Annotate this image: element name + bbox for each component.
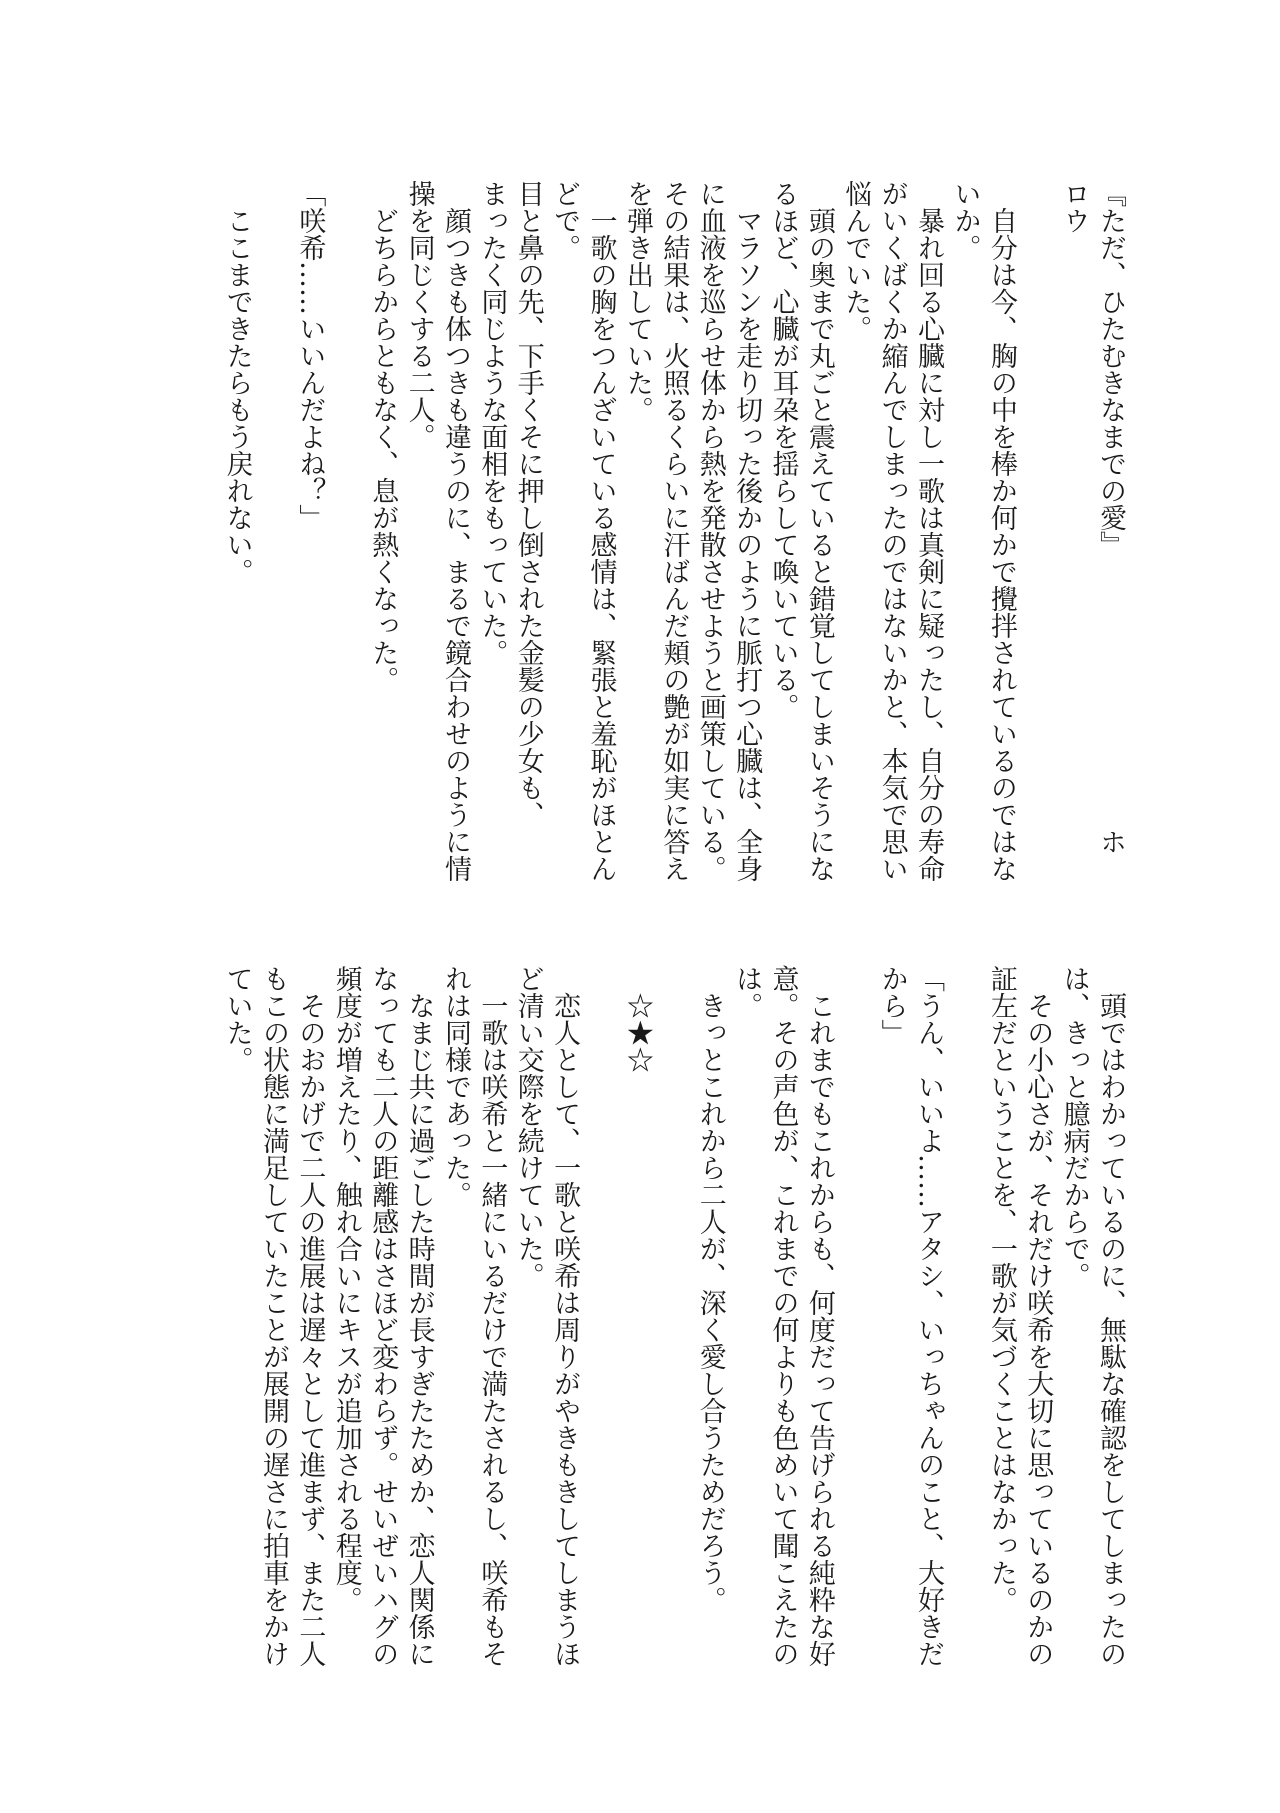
- text-line: 悩んでいた。: [840, 180, 872, 342]
- author-name-end: ロウ: [1058, 180, 1090, 234]
- text-line: ど清い交際を続けていた。: [512, 965, 544, 1289]
- text-line: に血液を巡らせ体から熱を発散させようと画策している。: [694, 180, 726, 882]
- blank-line: [1019, 180, 1055, 855]
- author-name-start: ホ: [1095, 828, 1126, 855]
- text-line: がいくばくか縮んでしまったのではないかと、本気で思い: [876, 180, 908, 882]
- text-line: ここまできたらもう戻れない。: [221, 180, 253, 585]
- blank-line: [327, 180, 363, 855]
- text-line: 一歌の胸をつんざいている感情は、緊張と羞恥がほとん: [585, 180, 617, 882]
- text-line: を弾き出していた。: [621, 180, 653, 423]
- story-title: 『ただ、ひたむきなまでの愛』: [1095, 180, 1126, 558]
- text-line: マラソンを走り切った後かのように脈打つ心臓は、全身: [731, 180, 763, 882]
- text-line: もこの状態に満足していたことが展開の遅さに拍車をかけ: [258, 965, 290, 1667]
- text-line: 「咲希……いいんだよね？」: [294, 180, 326, 531]
- text-block-lower: [218, 965, 1128, 1667]
- text-line: 頭の奥まで丸ごと震えていると錯覚してしまいそうにな: [803, 180, 835, 882]
- text-line: 操を同じくする二人。: [403, 180, 435, 450]
- text-line: 意。その声色が、これまでの何よりも色めいて聞こえたの: [767, 965, 799, 1667]
- text-line: 自分は今、胸の中を棒か何かで攪拌されているのではな: [985, 180, 1017, 882]
- text-line: るほど、心臓が耳朶を揺らして喚いている。: [767, 180, 799, 720]
- text-line: 証左だということを、一歌が気づくことはなかった。: [985, 965, 1017, 1613]
- blank-line: [582, 965, 618, 1640]
- text-line: 恋人として、一歌と咲希は周りがやきもきしてしまうほ: [549, 965, 581, 1667]
- text-line: これまでもこれからも、何度だって告げられる純粋な好: [803, 965, 835, 1667]
- text-line: ☆★☆: [621, 965, 653, 1073]
- text-line: なまじ共に過ごした時間が長すぎたためか、恋人関係に: [403, 965, 435, 1667]
- text-line: その結果は、火照るくらいに汗ばんだ頬の艶が如実に答え: [658, 180, 690, 882]
- text-line: きっとこれから二人が、深く愛し合うためだろう。: [694, 965, 726, 1613]
- text-line: 顔つきも体つきも違うのに、まるで鏡合わせのように情: [439, 180, 471, 882]
- blank-line: [946, 965, 982, 1640]
- text-line: 目と鼻の先、下手くそに押し倒された金髪の少女も、: [512, 180, 544, 828]
- text-line: どちらからともなく、息が熱くなった。: [367, 180, 399, 693]
- blank-line: [837, 965, 873, 1640]
- blank-line: [255, 180, 291, 855]
- text-line: 「うん、いいよ……アタシ、いっちゃんのこと、大好きだ: [913, 965, 945, 1667]
- text-line: ていた。: [221, 965, 253, 1073]
- text-line: は。: [731, 965, 763, 1019]
- text-line: 一歌は咲希と一緒にいるだけで満たされるし、咲希もそ: [476, 965, 508, 1667]
- text-line: いか。: [949, 180, 981, 261]
- text-line: まったく同じような面相をもっていた。: [476, 180, 508, 666]
- text-line: その小心さが、それだけ咲希を大切に思っているのかの: [1022, 965, 1054, 1667]
- text-line: 暴れ回る心臓に対し一歌は真剣に疑ったし、自分の寿命: [913, 180, 945, 882]
- text-line: 頭ではわかっているのに、無駄な確認をしてしまったの: [1095, 965, 1126, 1667]
- text-line: そのおかげで二人の進展は遅々として進まず、また二人: [294, 965, 326, 1667]
- text-line: どで。: [549, 180, 581, 261]
- text-line: なっても二人の距離感はさほど変わらず。せいぜいハグの: [367, 965, 399, 1667]
- text-line: から」: [876, 965, 908, 1046]
- blank-line: [655, 965, 691, 1640]
- text-line: れは同様であった。: [439, 965, 471, 1208]
- title-line: [1092, 180, 1128, 855]
- text-line: は、きっと臆病だからで。: [1058, 965, 1090, 1289]
- text-block-upper: [218, 180, 1128, 882]
- text-line: 頻度が増えたり、触れ合いにキスが追加される程度。: [330, 965, 362, 1613]
